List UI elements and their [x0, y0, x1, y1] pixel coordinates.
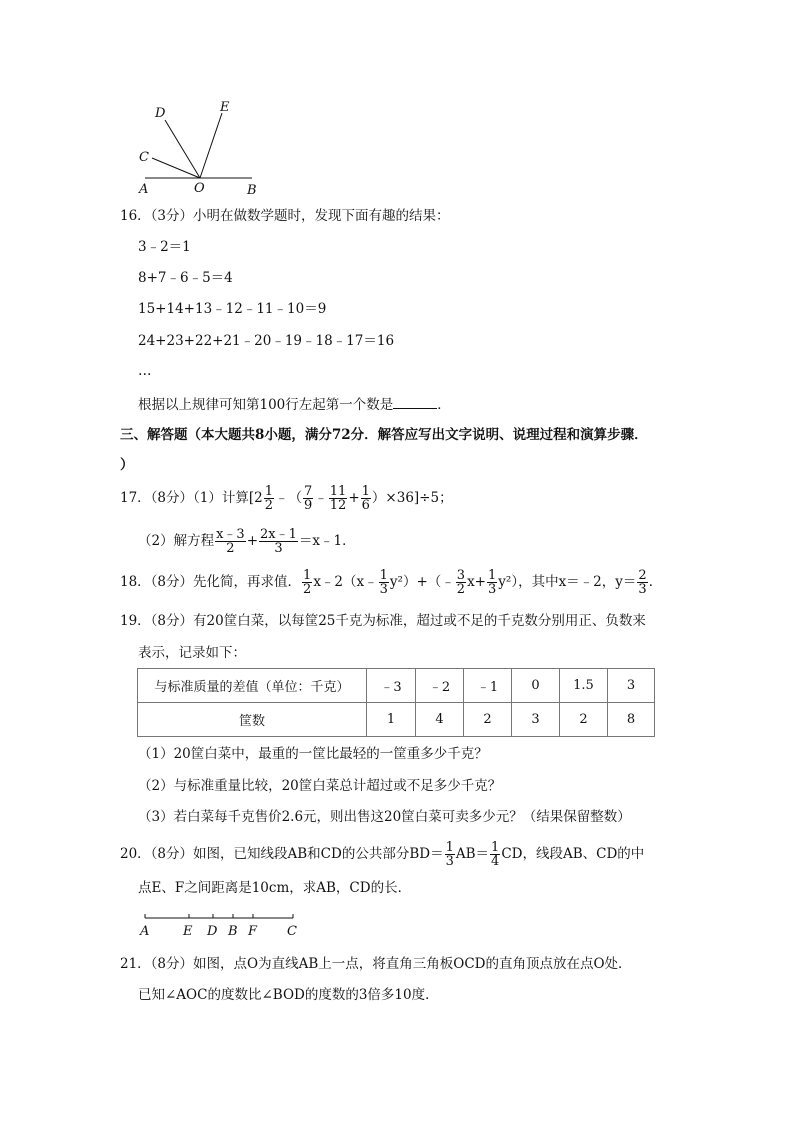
table-cell: 1 [367, 703, 416, 737]
q19-sub3: （3）若白菜每千克售价2.6元，则出售这20筐白菜可卖多少元？（结果保留整数） [138, 809, 631, 825]
q17-text: ）×36]÷5； [371, 490, 453, 506]
table-cell: 0 [512, 669, 560, 703]
q16-head: 16．（3分）小明在做数学题时，发现下面有趣的结果： [120, 208, 450, 224]
q18-text: ． [648, 574, 663, 590]
q18-text: x﹣2（x﹣ [313, 574, 378, 590]
q19-line2: 表示，记录如下： [138, 645, 246, 661]
fraction: $\frac{1}{4}$ [491, 840, 500, 869]
table-row [138, 669, 655, 703]
q17-text: ﹣（ [275, 490, 302, 506]
q16-line-1: 3﹣2＝1 [138, 239, 191, 255]
table-cell: ﹣1 [464, 669, 512, 703]
label-C: C [139, 150, 149, 165]
q19-line1: 19．（8分）有20筐白菜，以每筐25千克为标准，超过或不足的千克数分别用正、负数来 [120, 613, 646, 629]
q20-text: 20．（8分）如图，已知线段AB和CD的公共部分BD＝ [120, 846, 444, 862]
table-row [138, 703, 655, 737]
ray-OC [152, 158, 200, 178]
angle-figure [130, 95, 270, 200]
label-B: B [247, 183, 257, 198]
fraction: $\frac{x﹣3}{2}$ [216, 527, 245, 556]
q16-tail: 根据以上规律可知第100行左起第一个数是 ． [138, 397, 451, 413]
fraction: $\frac{1}{3}$ [445, 840, 454, 869]
label-F: F [248, 924, 258, 939]
fraction: $\frac{2}{3}$ [638, 568, 647, 597]
ray-OD [165, 120, 200, 178]
fraction: $\frac{1}{3}$ [488, 568, 497, 597]
table-cell: 2 [464, 703, 512, 737]
q17-text: + [348, 490, 360, 506]
label-O: O [194, 181, 205, 196]
fraction: $\frac{7}{9}$ [304, 484, 313, 513]
data-table [137, 668, 655, 737]
table-header-cell: 筐数 [138, 703, 367, 737]
q16-line-5: … [138, 363, 152, 379]
q17-text: + [246, 533, 259, 549]
label-E: E [183, 924, 193, 939]
q17-head: 17．（8分）（1）计算[2 [120, 490, 263, 506]
q17-text: ＝x﹣1． [298, 533, 356, 549]
q17-part2 [138, 526, 356, 556]
q21-line2: 已知∠AOC的度数比∠BOD的度数的3倍多10度． [138, 987, 439, 1003]
q20-text: CD，线段AB、CD的中 [501, 846, 645, 862]
table-cell: 3 [608, 669, 655, 703]
ray-OE [200, 113, 222, 178]
q21-line1: 21．（8分）如图，点O为直线AB上一点，将直角三角板OCD的直角顶点放在点O处． [120, 956, 632, 972]
table-header-cell: 与标准质量的差值（单位：千克） [138, 669, 367, 703]
q17-part1 [120, 483, 453, 513]
segment-figure [136, 908, 306, 940]
fraction: $\frac{11}{12}$ [329, 484, 347, 513]
fraction: $\frac{1}{3}$ [379, 568, 388, 597]
table-cell: ﹣2 [416, 669, 464, 703]
table-cell: 8 [608, 703, 655, 737]
label-A: A [139, 182, 149, 197]
fraction: $\frac{3}{2}$ [456, 568, 466, 597]
q18-text: y²），其中x＝﹣2，y＝ [498, 574, 637, 590]
fraction: $\frac{2x﹣1}{3}$ [260, 527, 297, 556]
fraction: $\frac{1}{2}$ [303, 568, 312, 597]
q16-line-3: 15+14+13﹣12﹣11﹣10＝9 [138, 301, 327, 317]
q17-part2-label: （2）解方程 [138, 533, 215, 549]
table-cell: 2 [560, 703, 608, 737]
label-D: D [155, 106, 166, 121]
fraction: $\frac{1}{2}$ [264, 484, 273, 513]
q19-sub1: （1）20筐白菜中，最重的一筐比最轻的一筐重多少千克？ [138, 746, 488, 762]
label-B: B [228, 924, 238, 939]
section-3-title-end: ） [120, 457, 134, 473]
table-cell: ﹣3 [367, 669, 416, 703]
section-3-title: 三、解答题（本大题共8小题，满分72分．解答应写出文字说明、说理过程和演算步骤． [120, 427, 648, 443]
label-D: D [207, 924, 218, 939]
q18-text: y²）+（﹣ [389, 574, 455, 590]
q20-line1 [120, 839, 644, 869]
label-A: A [140, 924, 150, 939]
q16-line-2: 8+7﹣6﹣5＝4 [138, 270, 233, 286]
fraction: $\frac{1}{6}$ [361, 484, 370, 513]
label-E: E [220, 100, 230, 115]
q16-tail-text: 根据以上规律可知第100行左起第一个数是 [138, 397, 394, 413]
q18-text: x+ [467, 574, 486, 590]
q18-head: 18．（8分）先化简，再求值． [120, 574, 302, 590]
table-cell: 1.5 [560, 669, 608, 703]
q20-text: AB＝ [455, 846, 490, 862]
table-cell: 3 [512, 703, 560, 737]
q17-text: ﹣ [314, 490, 328, 506]
label-C: C [287, 924, 297, 939]
q18 [120, 567, 662, 597]
answer-blank [393, 395, 437, 409]
q19-sub2: （2）与标准重量比较，20筐白菜总计超过或不足多少千克？ [138, 778, 502, 794]
q16-line-4: 24+23+22+21﹣20﹣19﹣18﹣17＝16 [138, 333, 395, 349]
table-cell: 4 [416, 703, 464, 737]
q20-line2: 点E、F之间距离是10cm，求AB，CD的长． [138, 880, 412, 896]
